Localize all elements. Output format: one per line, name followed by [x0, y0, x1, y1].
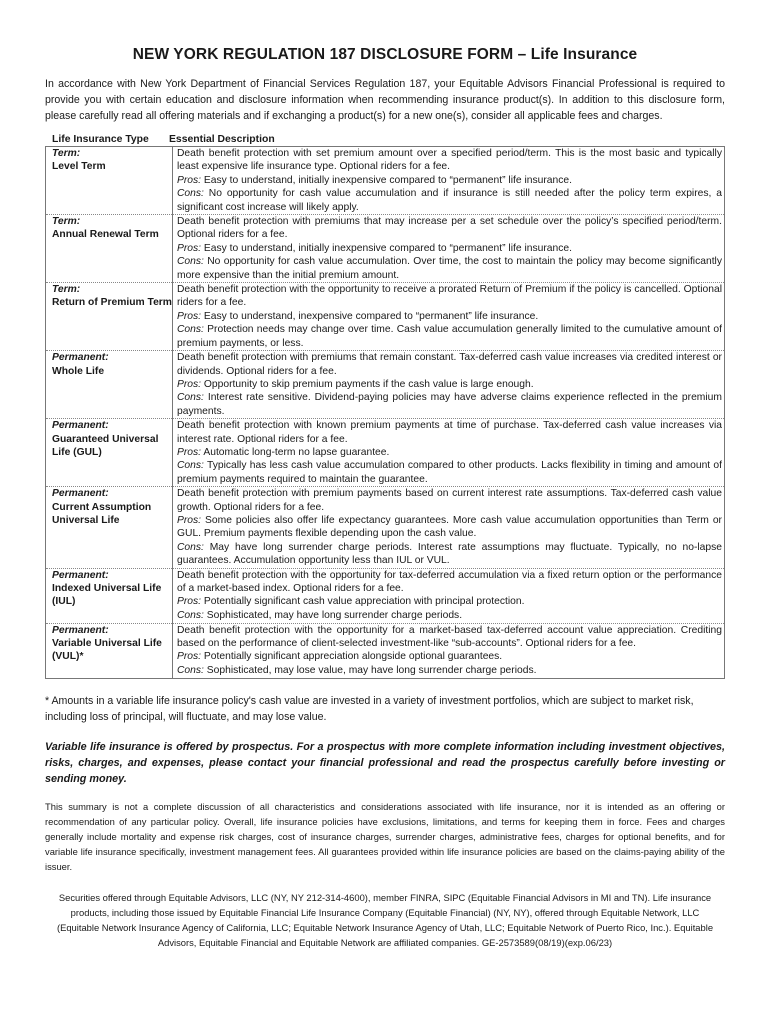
table-row	[46, 147, 725, 215]
description-cell	[173, 283, 725, 351]
table-row	[46, 215, 725, 283]
insurance-category: Term:	[52, 148, 81, 159]
header-description: Essential Description	[169, 134, 275, 145]
description-text: Death benefit protection with premiums that remain constant. Tax-deferred cash value increases via credited interest or dividends. Optional riders for a fee.	[177, 352, 722, 377]
footnote: * Amounts in a variable life insurance policy's cash value are invested in a variety of investment portfolios, which are subject to market risk, including loss of principal, will fluctuate, and may lose value.	[45, 694, 694, 723]
cons-label: Cons:	[177, 541, 204, 553]
description-text: Death benefit protection with the opportunity to receive a prorated Return of Premium if the policy is cancelled. Optional riders for a fee.	[177, 284, 722, 309]
cons-label: Cons:	[177, 324, 204, 336]
pros-label: Pros:	[177, 378, 202, 390]
insurance-name: Variable Universal Life (VUL)*	[52, 638, 162, 663]
insurance-category: Permanent:	[52, 488, 109, 500]
cons-line	[177, 255, 722, 282]
header-type: Life Insurance Type	[52, 134, 149, 145]
insurance-category: Permanent:	[52, 352, 109, 364]
description-cell	[173, 623, 725, 678]
pros-label: Pros:	[177, 651, 202, 663]
pros-label: Pros:	[177, 514, 202, 526]
cons-line	[177, 541, 722, 568]
pros-line	[177, 378, 722, 391]
cons-label: Cons:	[177, 392, 204, 404]
description-text: Death benefit protection with known premium payments at time of purchase. Tax-deferred cash value increases via interest rate. Optional riders for a fee.	[177, 420, 722, 445]
insurance-type-cell	[46, 568, 173, 623]
securities-disclosure: Securities offered through Equitable Advisors, LLC (NY, NY 212-314-4600), member FINRA, SIPC (Equitable Financial Advisors in MI and TN). Life insurance products, including those issued by Equitable Financial Life Insurance Company (Equitable Financial) (NY, NY), offered through Equitable Network, LLC (Equitable Network Insurance Agency of California, LLC; Equitable Network Insurance Agency of Utah, LLC; Equitable Network of Puerto Rico, Inc.). Equitable Advisors, Equitable Financial and Equitable Network are affiliated companies. GE-2573589(08/19)(exp.06/23)	[56, 891, 714, 948]
description-text: Death benefit protection with set premium amount over a specified period/term. This is the most basic and typically least expensive life insurance type. Optional riders for a fee.	[177, 148, 722, 173]
pros-line	[177, 514, 722, 541]
description-cell	[173, 147, 725, 215]
table-row	[46, 419, 725, 487]
insurance-category: Term:	[52, 216, 81, 228]
table-row	[46, 568, 725, 623]
cons-label: Cons:	[177, 664, 204, 676]
insurance-name: Whole Life	[52, 365, 105, 377]
pros-line	[177, 595, 722, 608]
insurance-name: Return of Premium Term	[52, 297, 172, 309]
cons-label: Cons:	[177, 188, 204, 200]
product-table	[45, 146, 725, 679]
cons-line	[177, 609, 722, 622]
pros-text: Easy to understand, initially inexpensive compared to “permanent” life insurance.	[203, 174, 572, 186]
cons-text: Typically has less cash value accumulation compared to other products. Lacks flexibility in timing and amount of premium payments required to maintain the guarantee.	[177, 460, 722, 485]
table-row	[46, 623, 725, 678]
pros-label: Pros:	[177, 310, 202, 322]
insurance-type-cell	[46, 419, 173, 487]
insurance-type-cell	[46, 147, 173, 215]
pros-label: Pros:	[177, 242, 202, 254]
cons-label: Cons:	[177, 609, 204, 621]
insurance-type-cell	[46, 215, 173, 283]
pros-text: Easy to understand, initially inexpensive compared to “permanent” life insurance.	[203, 242, 572, 254]
description-cell	[173, 568, 725, 623]
cons-text: Protection needs may change over time. Cash value accumulation generally limited to the cumulative amount of premium payments, or less.	[177, 324, 722, 349]
insurance-type-cell	[46, 623, 173, 678]
cons-line	[177, 459, 722, 486]
pros-text: Potentially significant cash value appreciation with principal protection.	[203, 596, 525, 608]
table-row	[46, 351, 725, 419]
cons-label: Cons:	[177, 256, 204, 268]
insurance-name: Level Term	[52, 161, 106, 173]
pros-text: Automatic long-term no lapse guarantee.	[203, 446, 390, 458]
cons-text: No opportunity for cash value accumulation. Over time, the cost to maintain the policy may become significantly more expensive than the initial premium amount.	[177, 256, 722, 281]
description-cell	[173, 215, 725, 283]
description-cell	[173, 351, 725, 419]
insurance-category: Permanent:	[52, 569, 109, 581]
pros-label: Pros:	[177, 446, 202, 458]
description-cell	[173, 419, 725, 487]
pros-label: Pros:	[177, 596, 202, 608]
description-text: Death benefit protection with premium payments based on current interest rate assumptions. Tax-deferred cash value growth. Optional riders for a fee.	[177, 488, 722, 513]
insurance-category: Permanent:	[52, 420, 109, 432]
table-row	[46, 283, 725, 351]
table-header	[45, 134, 725, 146]
insurance-name: Annual Renewal Term	[52, 229, 159, 241]
cons-text: No opportunity for cash value accumulation and if insurance is still needed after the policy term expires, a significant cost increase will likely apply.	[177, 188, 722, 213]
insurance-category: Permanent:	[52, 624, 109, 636]
insurance-type-cell	[46, 487, 173, 568]
pros-line	[177, 650, 722, 663]
insurance-category: Term:	[52, 284, 81, 296]
insurance-name: Current Assumption Universal Life	[52, 501, 152, 526]
cons-text: Interest rate sensitive. Dividend-paying policies may have adverse claims experience reflected in the premium payments.	[177, 392, 722, 417]
cons-text: May have long surrender charge periods. Interest rate assumptions may fluctuate. Typically, no no-lapse guarantees. Accumulation opportunity less than IUL or VUL.	[177, 541, 722, 567]
pros-label: Pros:	[177, 174, 202, 186]
pros-line	[177, 242, 722, 255]
insurance-name: Guaranteed Universal Life (GUL)	[52, 433, 159, 458]
cons-text: Sophisticated, may lose value, may have long surrender charge periods.	[206, 664, 537, 676]
description-text: Death benefit protection with the opportunity for tax-deferred accumulation via a fixed return option or the performance of a market-based index. Optional riders for a fee.	[177, 569, 722, 594]
pros-line	[177, 446, 722, 459]
cons-line	[177, 664, 722, 677]
cons-line	[177, 187, 722, 214]
intro-paragraph: In accordance with New York Department of Financial Services Regulation 187, your Equitable Advisors Financial Professional is required to provide you with certain education and disclosure information when recommending insurance product(s). In addition to this disclosure form, please carefully read all offering materials and if exchanging a product(s) for a new one(s), consider all applicable fees and charges.	[45, 78, 725, 122]
cons-text: Sophisticated, may have long surrender charge periods.	[206, 609, 463, 621]
description-text: Death benefit protection with premiums that may increase per a set schedule over the policy’s specified period/term. Optional riders for a fee.	[177, 216, 722, 241]
summary-disclaimer: This summary is not a complete discussion of all characteristics and considerations associated with life insurance, nor it is intended as an offering or recommendation of any particular policy. Overall, life insurance policies have exclusions, limitations, and terms for keeping them in force. Fees and charges generally include mortality and expense risk charges, cost of insurance charges, surrender charges, administrative fees, charges for optional benefits, and for variable life insurance specifically, investment management fees. All guarantees provided within life insurance policies are based on the claims-paying ability of the issuer.	[45, 800, 725, 872]
pros-text: Opportunity to skip premium payments if the cash value is large enough.	[203, 378, 534, 390]
pros-text: Potentially significant appreciation alongside optional guarantees.	[203, 651, 503, 663]
cons-line	[177, 323, 722, 350]
page-title: NEW YORK REGULATION 187 DISCLOSURE FORM – Life Insurance	[132, 46, 638, 63]
insurance-type-cell	[46, 351, 173, 419]
cons-label: Cons:	[177, 460, 204, 472]
pros-text: Some policies also offer life expectancy guarantees. More cash value accumulation opportunities than Term or GUL. Premium payments flexible depending upon the cash value.	[177, 514, 722, 540]
pros-text: Easy to understand, inexpensive compared to “permanent” life insurance.	[203, 310, 539, 322]
pros-line	[177, 174, 722, 187]
table-row	[46, 487, 725, 568]
description-cell	[173, 487, 725, 568]
insurance-name: Indexed Universal Life (IUL)	[52, 583, 162, 608]
pros-line	[177, 310, 722, 323]
prospectus-notice: Variable life insurance is offered by prospectus. For a prospectus with more complete information including investment objectives, risks, charges, and expenses, please contact your financial professional and read the prospectus carefully before investing or sending money.	[45, 740, 725, 785]
cons-line	[177, 391, 722, 418]
insurance-type-cell	[46, 283, 173, 351]
description-text: Death benefit protection with the opportunity for a market-based tax-deferred account value appreciation. Crediting based on the performance of client-selected investment-like “sub-accounts”. Optional riders for a fee.	[177, 624, 722, 649]
